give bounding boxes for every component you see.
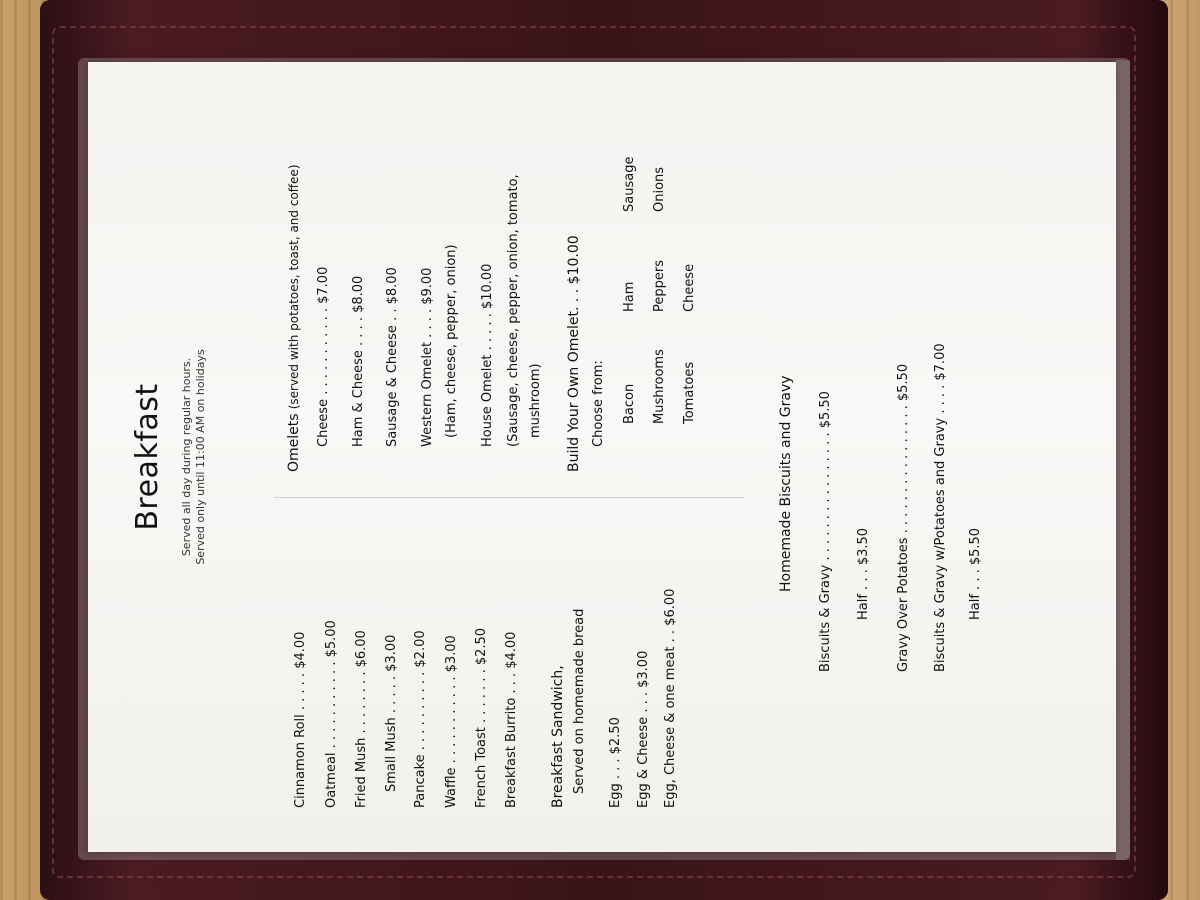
menu-content: [88, 62, 1116, 852]
biscuits-item: Biscuits & Gravy . . . . . . . . . . . . . . . . $5.50: [818, 391, 833, 672]
sandwich-item: Egg . . . $2.50: [608, 717, 623, 808]
biscuits-item: Half . . . $5.50: [968, 527, 983, 620]
menu-item: French Toast . . . . . . . $2.50: [474, 627, 489, 808]
omelet-option: Mushrooms: [652, 349, 667, 424]
omelet-item: House Omelet . . . . . $10.00: [480, 263, 495, 447]
omelet-item: Cheese . . . . . . . . . . . $7.00: [316, 266, 331, 447]
omelets-heading: [286, 164, 303, 472]
omelet-item: Sausage & Cheese . . $8.00: [385, 267, 400, 447]
omelet-option: Bacon: [622, 383, 637, 424]
menu-item: Oatmeal . . . . . . . . . . . $5.00: [324, 620, 339, 808]
omelet-option: Peppers: [652, 260, 667, 312]
build-omelet-title: Build Your Own Omelet. . . $10.00: [566, 235, 582, 472]
menu-note-holidays: Served only until 11:00 AM on holidays: [194, 349, 207, 565]
omelet-item: Ham & Cheese . . . . $8.00: [351, 275, 366, 447]
build-omelet-choose: Choose from:: [591, 360, 606, 447]
biscuits-item: Half . . . $3.50: [856, 527, 871, 620]
omelet-option: Ham: [622, 281, 637, 312]
menu-page: [88, 62, 1116, 852]
menu-item: Breakfast Burrito . . . $4.00: [504, 631, 519, 808]
biscuits-item: Gravy Over Potatoes . . . . . . . . . . . . . . . . $5.50: [896, 363, 911, 672]
menu-item: Pancake . . . . . . . . . . $2.00: [413, 630, 428, 808]
omelets-title: Omelets: [286, 413, 302, 472]
sandwich-section-title: Breakfast Sandwich,: [550, 665, 566, 808]
biscuits-section-title: Homemade Biscuits and Gravy: [778, 375, 794, 592]
sleeve-glare: [1116, 60, 1130, 860]
sandwich-item: Egg, Cheese & one meat . . $6.00: [663, 588, 678, 808]
omelet-option: Cheese: [682, 263, 697, 312]
menu-title: Breakfast: [130, 383, 165, 531]
sandwich-section-subtitle: Served on homemade bread: [572, 608, 587, 794]
omelet-option: Onions: [652, 166, 667, 212]
omelet-option: Sausage: [622, 156, 637, 212]
omelet-option: Tomatoes: [682, 361, 697, 424]
menu-item: Waffle . . . . . . . . . . . $3.00: [444, 635, 459, 808]
omelet-item: Western Omelet . . . . $9.00: [420, 267, 435, 447]
menu-note-hours: Served all day during regular hours.: [180, 357, 193, 557]
menu-item: Cinnamon Roll . . . . . $4.00: [293, 631, 308, 808]
menu-item: Small Mush . . . . . $3.00: [384, 634, 399, 792]
omelet-item-detail: (Ham, cheese, pepper, onion): [444, 244, 459, 438]
biscuits-item: Biscuits & Gravy w/Potatoes and Gravy . . . . $7.00: [933, 343, 948, 672]
omelets-note: (served with potatoes, toast, and coffee): [287, 164, 301, 410]
omelet-item-detail: mushroom): [528, 363, 543, 438]
menu-item: Fried Mush . . . . . . . . $6.00: [354, 630, 369, 808]
omelet-item-detail: (Sausage, cheese, pepper, onion, tomato,: [506, 174, 521, 447]
sandwich-item: Egg & Cheese . . . $3.00: [636, 650, 651, 808]
column-divider: [274, 497, 744, 498]
